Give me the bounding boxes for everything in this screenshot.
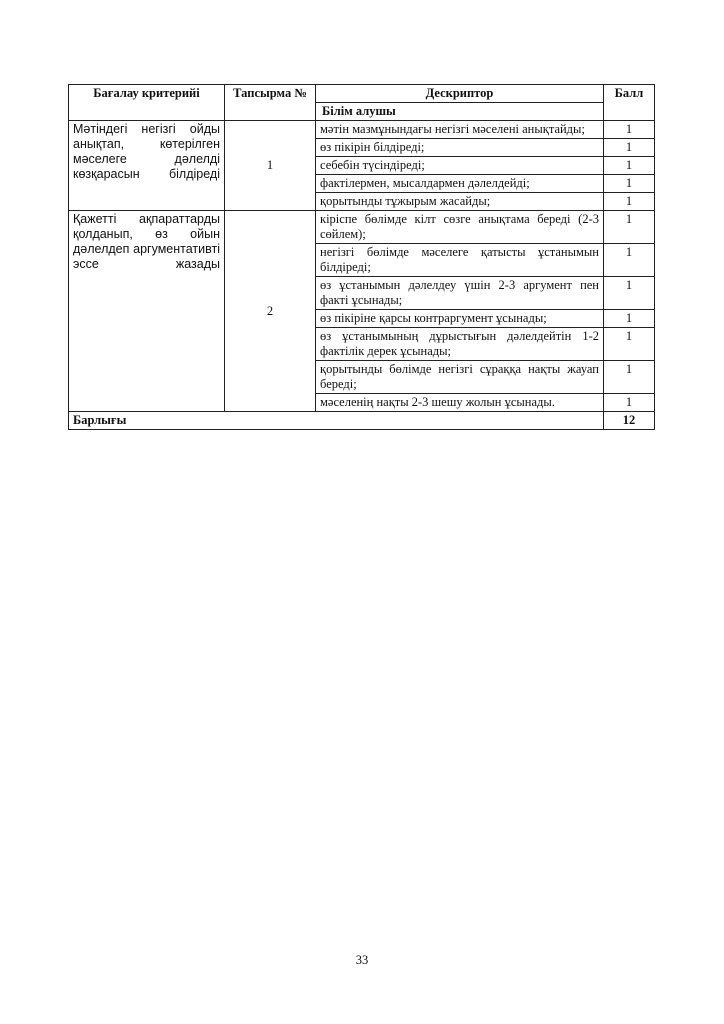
descriptor-cell: мәтін мазмұнындағы негізгі мәселені анықтайды; — [316, 121, 604, 139]
descriptor-cell: себебін түсіндіреді; — [316, 157, 604, 175]
total-score: 12 — [604, 412, 655, 430]
descriptor-cell: қорытынды тұжырым жасайды; — [316, 193, 604, 211]
descriptor-cell: кіріспе бөлімде кілт сөзге анықтама береді (2-3 сөйлем); — [316, 211, 604, 244]
header-row — [69, 85, 655, 103]
descriptor-cell: өз ұстанымының дұрыстығын дәлелдейтін 1-2 фактілік дерек ұсынады; — [316, 328, 604, 361]
score-cell: 1 — [604, 310, 655, 328]
descriptor-cell: мәселенің нақты 2-3 шешу жолын ұсынады. — [316, 394, 604, 412]
header-criterion: Бағалау критерийі — [69, 85, 225, 121]
score-cell: 1 — [604, 193, 655, 211]
descriptor-cell: өз пікіріне қарсы контраргумент ұсынады; — [316, 310, 604, 328]
score-cell: 1 — [604, 277, 655, 310]
score-cell: 1 — [604, 244, 655, 277]
descriptor-cell: фактілермен, мысалдармен дәлелдейді; — [316, 175, 604, 193]
descriptor-cell: өз пікірін білдіреді; — [316, 139, 604, 157]
total-label: Барлығы — [69, 412, 604, 430]
header-task: Тапсырма № — [225, 85, 316, 121]
score-cell: 1 — [604, 211, 655, 244]
score-cell: 1 — [604, 175, 655, 193]
score-cell: 1 — [604, 361, 655, 394]
header-descriptor: Дескриптор — [316, 85, 604, 103]
table-row — [69, 211, 655, 244]
descriptor-cell: өз ұстанымын дәлелдеу үшін 2-3 аргумент пен факті ұсынады; — [316, 277, 604, 310]
criterion-cell: Мәтіндегі негізгі ойды анықтап, көтерілген мәселеге дәлелді көзқарасын білдіреді — [69, 121, 225, 211]
score-cell: 1 — [604, 328, 655, 361]
descriptor-cell: қорытынды бөлімде негізгі сұраққа нақты жауап береді; — [316, 361, 604, 394]
score-cell: 1 — [604, 139, 655, 157]
page-number: 33 — [355, 953, 369, 967]
descriptor-cell: негізгі бөлімде мәселеге қатысты ұстанымын білдіреді; — [316, 244, 604, 277]
subheader-learner: Білім алушы — [316, 103, 604, 121]
total-row — [69, 412, 655, 430]
score-cell: 1 — [604, 394, 655, 412]
score-cell: 1 — [604, 157, 655, 175]
criterion-cell: Қажетті ақпараттарды қолданып, өз ойын дәлелдеп аргументативті эссе жазады — [69, 211, 225, 412]
header-score: Балл — [604, 85, 655, 121]
assessment-rubric-table — [68, 84, 655, 430]
table-row — [69, 121, 655, 139]
task-number-cell: 1 — [225, 121, 316, 211]
score-cell: 1 — [604, 121, 655, 139]
task-number-cell: 2 — [225, 211, 316, 412]
